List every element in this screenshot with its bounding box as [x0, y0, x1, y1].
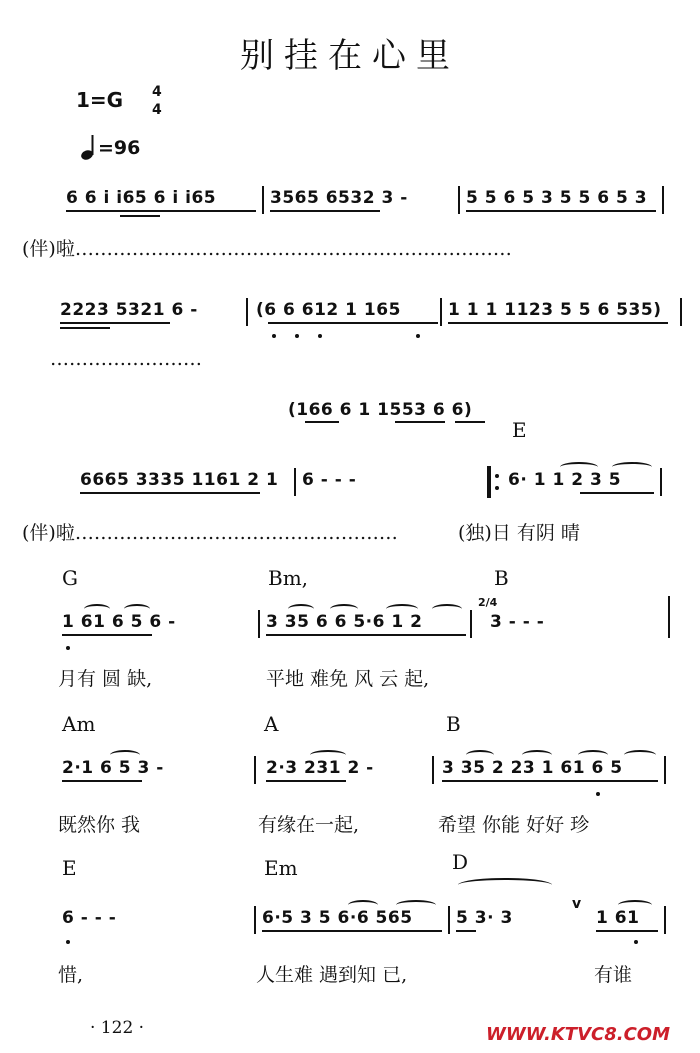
- slur: [522, 750, 552, 760]
- beam-underline: [395, 421, 445, 423]
- key-signature: 1=G: [76, 88, 124, 112]
- line6-measure4: 1 61: [596, 908, 640, 928]
- chord-symbol: B: [446, 712, 461, 736]
- page-number: · 122 ·: [90, 1018, 145, 1038]
- line3-measure2: 6 - - -: [302, 470, 357, 490]
- barline: [262, 186, 264, 214]
- line2-measure3: 1 1 1 1123 5 5 6 535): [448, 300, 662, 320]
- beam-underline: [120, 215, 160, 217]
- chord-symbol: D: [452, 850, 469, 874]
- beam-underline: [580, 492, 654, 494]
- line3-measure3: 6· 1 1 2 3 5: [508, 470, 622, 490]
- beam-underline: [266, 780, 346, 782]
- beam-underline: [270, 210, 380, 212]
- line5-lyric-b: 有缘在一起,: [258, 814, 360, 836]
- line5-measure3: 3 35 2 23 1 61 6 5: [442, 758, 623, 778]
- slur: [396, 900, 436, 910]
- chord-symbol: B: [494, 566, 509, 590]
- chord-symbol: E: [62, 856, 77, 880]
- beam-underline: [268, 322, 438, 324]
- chord-symbol: Am: [62, 712, 96, 736]
- barline: [470, 610, 472, 638]
- long-slur: [458, 878, 552, 892]
- song-title: 别挂在心里: [240, 36, 460, 76]
- line2-lyric: ……………………: [50, 348, 202, 370]
- line5-measure1: 2·1 6 5 3 -: [62, 758, 164, 778]
- slur: [432, 604, 462, 614]
- slur: [124, 604, 150, 614]
- beam-underline: [80, 492, 260, 494]
- repeat-dot: [495, 486, 499, 490]
- chord-symbol: Bm,: [268, 566, 309, 590]
- repeat-dot: [495, 474, 499, 478]
- slur: [612, 462, 652, 472]
- beam-underline: [62, 634, 152, 636]
- slur: [110, 750, 140, 760]
- slur: [560, 462, 598, 472]
- beam-underline: [60, 327, 110, 329]
- line4-measure3: 3 - - -: [490, 612, 545, 632]
- tempo-marking: =96: [98, 137, 141, 159]
- beam-underline: [442, 780, 658, 782]
- beam-underline: [262, 930, 442, 932]
- lower-octave-dot: [596, 792, 600, 796]
- line5-measure2: 2·3 231 2 -: [266, 758, 374, 778]
- barline: [432, 756, 434, 784]
- beam-underline: [62, 780, 142, 782]
- lower-octave-dot: [66, 940, 70, 944]
- slur: [624, 750, 656, 760]
- beam-underline: [456, 930, 476, 932]
- chord-symbol: A: [264, 712, 279, 736]
- slur: [466, 750, 494, 760]
- slur: [84, 604, 110, 614]
- line6-measure2: 6·5 3 5 6·6 565: [262, 908, 413, 928]
- barline: [294, 468, 296, 496]
- lower-octave-dot: [634, 940, 638, 944]
- quarter-note-icon: [80, 133, 98, 161]
- line4-measure1: 1 61 6 5 6 -: [62, 612, 176, 632]
- barline: [254, 756, 256, 784]
- lower-octave-dot: [66, 646, 70, 650]
- line2-measure1: 2223 5321 6 -: [60, 300, 198, 320]
- repeat-barline: [487, 466, 491, 498]
- beam-underline: [596, 930, 658, 932]
- line6-measure1: 6 - - -: [62, 908, 117, 928]
- barline: [254, 906, 256, 934]
- beam-underline: [448, 322, 668, 324]
- line4-lyric-a: 月有 圆 缺,: [58, 668, 153, 690]
- watermark: WWW.KTVC8.COM: [486, 1024, 670, 1045]
- slur: [310, 750, 346, 760]
- lower-octave-dot: [272, 334, 276, 338]
- barline: [440, 298, 442, 326]
- line3-accompaniment-above: (166 6 1 1553 6 6): [288, 400, 473, 420]
- lower-octave-dot: [318, 334, 322, 338]
- chord-symbol: Em: [264, 856, 298, 880]
- slur: [348, 900, 378, 910]
- line3-lyric-accompaniment: (伴)啦……………………………………………: [22, 522, 398, 544]
- beam-underline: [466, 210, 656, 212]
- line1-measure1: 6 6 i i65 6 i i65: [66, 188, 217, 208]
- beam-underline: [455, 421, 485, 423]
- barline: [246, 298, 248, 326]
- barline: [448, 906, 450, 934]
- line3-lyric-solo: (独)日 有阴 晴: [458, 522, 580, 544]
- barline: [664, 906, 666, 934]
- slur: [386, 604, 418, 614]
- barline: [458, 186, 460, 214]
- barline: [680, 298, 682, 326]
- beam-underline: [66, 210, 256, 212]
- breath-mark: v: [572, 896, 582, 912]
- line3-measure1: 6665 3335 1161 2 1: [80, 470, 279, 490]
- line6-lyric-a: 惜,: [58, 964, 84, 986]
- chord-symbol: G: [62, 566, 78, 590]
- line6-lyric-b: 人生难 遇到知 已,: [256, 964, 408, 986]
- barline: [258, 610, 260, 638]
- line1-measure2: 3565 6532 3 -: [270, 188, 408, 208]
- slur: [288, 604, 314, 614]
- meter-change: 2/4: [478, 596, 498, 609]
- barline: [668, 596, 670, 638]
- barline: [662, 186, 664, 214]
- line1-measure3: 5 5 6 5 3 5 5 6 5 3: [466, 188, 648, 208]
- lower-octave-dot: [295, 334, 299, 338]
- time-denominator: 4: [152, 102, 162, 118]
- line5-lyric-c: 希望 你能 好好 珍: [438, 814, 590, 836]
- line4-measure2: 3 35 6 6 5·6 1 2: [266, 612, 423, 632]
- line2-measure2: (6 6 612 1 165: [256, 300, 401, 320]
- slur: [578, 750, 608, 760]
- line1-lyric: (伴)啦……………………………………………………………: [22, 238, 512, 260]
- time-numerator: 4: [152, 84, 162, 100]
- line4-lyric-b: 平地 难免 风 云 起,: [266, 668, 430, 690]
- line6-lyric-c: 有谁: [594, 964, 633, 986]
- slur: [618, 900, 652, 910]
- beam-underline: [305, 421, 339, 423]
- barline: [664, 756, 666, 784]
- line6-measure3: 5 3· 3: [456, 908, 513, 928]
- line5-lyric-a: 既然你 我: [58, 814, 141, 836]
- slur: [330, 604, 358, 614]
- chord-symbol: E: [512, 418, 527, 442]
- barline: [660, 468, 662, 496]
- lower-octave-dot: [416, 334, 420, 338]
- beam-underline: [266, 634, 466, 636]
- beam-underline: [60, 322, 170, 324]
